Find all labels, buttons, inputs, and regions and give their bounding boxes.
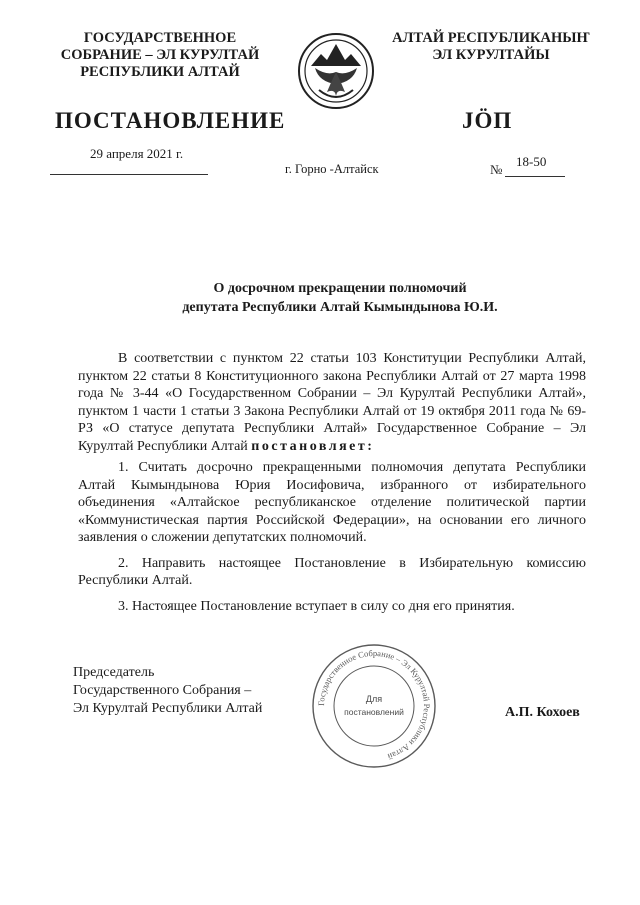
header-left-line3: РЕСПУБЛИКИ АЛТАЙ (80, 64, 240, 80)
seal-center-line1: Для (365, 694, 383, 704)
subject-line2: депутата Республики Алтай Кымындынова Ю.И. (182, 300, 498, 315)
header-left-line2: СОБРАНИЕ – ЭЛ КУРУЛТАЙ (60, 47, 260, 63)
number-label: № (490, 162, 503, 177)
doc-type-title-altai: ЈӦП (462, 108, 513, 133)
item-1-paragraph: 1. Считать досрочно прекращенными полномочия депутата Республики Алтай Кымындынова Юрия Иосифовича, избранного от избирательного объединения «Алтайское республиканское отделение политической партии «Коммунистическая партия Российской Федерации», на основании его личного заявления о сложении депутатских полномочий. (78, 460, 586, 545)
signatory-line2: Государственного Собрания – (73, 683, 252, 698)
doc-type-title: ПОСТАНОВЛЕНИЕ (55, 108, 286, 133)
header-right (385, 30, 597, 64)
date-underline (50, 174, 208, 175)
header-right-line2: ЭЛ КУРУЛТАЙЫ (432, 47, 550, 63)
header-left-line1: ГОСУДАРСТВЕННОЕ (83, 30, 237, 46)
coat-of-arms-emblem-icon (297, 32, 375, 110)
official-seal-stamp (310, 642, 438, 770)
preamble-text: В соответствии с пунктом 22 статьи 103 Конституции Республики Алтай, пунктом 22 статьи 8 Конституционного закона Республики Алтай от 27 марта 1998 года № 3-44 «О Государственном Собрании – Эл Курултай Республики Алтай», пунктом 1 части 1 статьи 3 Закона Республики Алтай от 19 октября 2011 года № 69-РЗ «О статусе депутата Республики Алтай» Государственное Собрание – Эл Курултай Республики Алтай (78, 351, 586, 454)
document-number: 18-50 (516, 154, 547, 169)
item-2-paragraph: 2. Направить настоящее Постановление в Избирательную комиссию Республики Алтай. (78, 555, 586, 588)
seal-ring-text: Государственное Собрание – Эл Курултай Республики Алтай (315, 647, 433, 762)
signatory-line3: Эл Курултай Республики Алтай (73, 701, 263, 716)
decree-word: постановляет: (251, 438, 375, 454)
signatory-line1: Председатель (73, 665, 155, 680)
document-subject (110, 279, 570, 317)
signatory-title (73, 664, 262, 718)
number-underline (505, 176, 565, 177)
preamble-paragraph (78, 350, 586, 455)
document-city: г. Горно -Алтайск (285, 162, 379, 176)
header-left (44, 30, 276, 81)
header-right-line1: АЛТАЙ РЕСПУБЛИКАНЫҤ (392, 30, 590, 46)
document-date: 29 апреля 2021 г. (90, 146, 184, 161)
seal-center-line2: постановлений (344, 707, 404, 717)
subject-line1: О досрочном прекращении полномочий (213, 281, 467, 296)
signatory-name: А.П. Кохоев (505, 705, 580, 720)
document-body (78, 350, 586, 623)
item-3-paragraph: 3. Настоящее Постановление вступает в силу со дня его принятия. (118, 598, 515, 614)
